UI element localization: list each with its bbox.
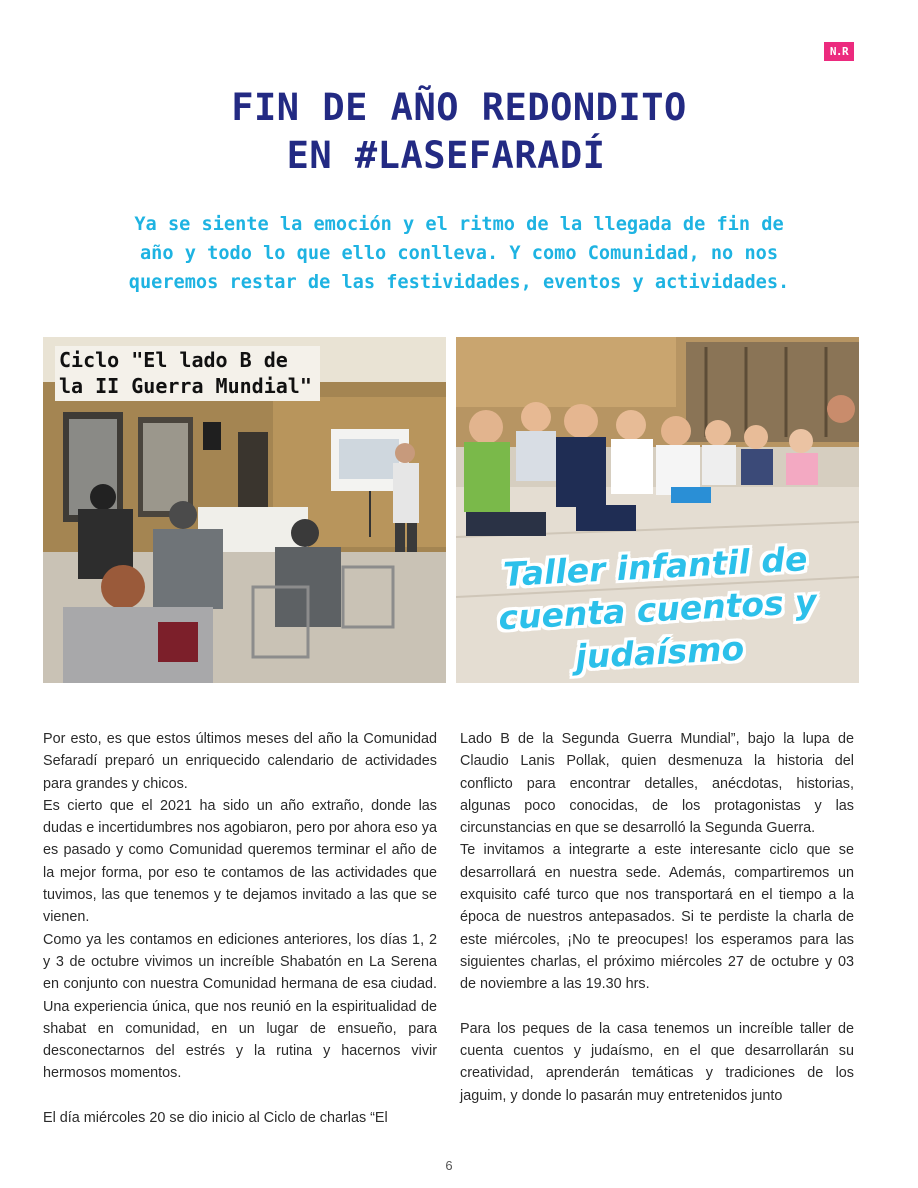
kids-workshop-photo [456,337,859,683]
paragraph-gap [460,996,854,1018]
lead-paragraph [60,210,858,297]
lecture-photo [43,337,446,683]
paragraph-gap [43,1085,437,1107]
title-line-2: EN #LASEFARADÍ [286,134,606,177]
body-paragraph: Por esto, es que estos últimos meses del año la Comunidad Sefaradí preparó un enriquecido calendario de actividades para grandes y chicos. [43,731,437,792]
body-paragraph: Para los peques de la casa tenemos un increíble taller de cuenta cuentos y judaísmo, en el que desarrollarán su creatividad, aprenderán temáticas y tradiciones de los jaguim, y donde lo pasarán muy entretenidos junto [460,1020,854,1104]
lead-line-3: queremos restar de las festividades, eventos y actividades. [128,272,790,293]
lecture-caption-line-1: Ciclo "El lado B de [59,348,288,372]
workshop-caption-line-1: Taller infantil de [502,539,809,594]
body-column-right [460,728,854,1107]
workshop-caption-line-3: judaísmo [574,628,746,677]
body-column-left [43,728,437,1129]
title-line-1: FIN DE AÑO REDONDITO [231,86,687,129]
lecture-caption [55,346,320,401]
workshop-caption-line-2: cuenta cuentos y [497,581,818,638]
body-paragraph: Es cierto que el 2021 ha sido un año extraño, donde las dudas e incertidumbres nos agobiaron, pero por ahora eso ya es pasado y como Comunidad queremos terminar el año de la mejor forma, por eso te contamos de las actividades que tuvimos, las que tenemos y te dejamos invitado a las que se vienen. [43,797,437,926]
body-paragraph: Como ya les contamos en ediciones anteriores, los días 1, 2 y 3 de octubre vivimos un increíble Shabatón en La Serena en conjunto con nuestra Comunidad hermana de esa ciudad. Una experiencia única, que nos reunió en la espiritualidad de shabat en comunidad, en un lugar de ensueño, para desconectarnos del estrés y la rutina y hacernos vivir hermosos momentos. [43,931,437,1082]
workshop-caption [456,535,859,683]
article-title [0,84,918,180]
lead-line-1: Ya se siente la emoción y el ritmo de la llegada de fin de [134,214,784,235]
page-number: 6 [445,1158,453,1173]
lead-line-2: año y todo lo que ello conlleva. Y como Comunidad, no nos [139,243,779,264]
lecture-caption-line-2: la II Guerra Mundial" [59,374,312,398]
section-badge: N.R [824,42,854,61]
body-paragraph: Te invitamos a integrarte a este interesante ciclo que se desarrollará en nuestra sede. Además, compartiremos un exquisito café turco que nos transportará en el tiempo a la época de nuestros antepasados. Si te perdiste la charla de este miércoles, ¡No te preocupes! los esperamos para las siguientes charlas, el próximo miércoles 27 de octubre y 03 de noviembre a las 19.30 hrs. [460,842,854,993]
body-paragraph: Lado B de la Segunda Guerra Mundial”, bajo la lupa de Claudio Lanis Pollak, quien desmenuza la historia del conflicto para encontrar detalles, anécdotas, historias, algunas poco conocidas, de los protagonistas y las circunstancias en que se desarrolló la Segunda Guerra. [460,731,854,837]
body-paragraph: El día miércoles 20 se dio inicio al Ciclo de charlas “El [43,1110,388,1127]
